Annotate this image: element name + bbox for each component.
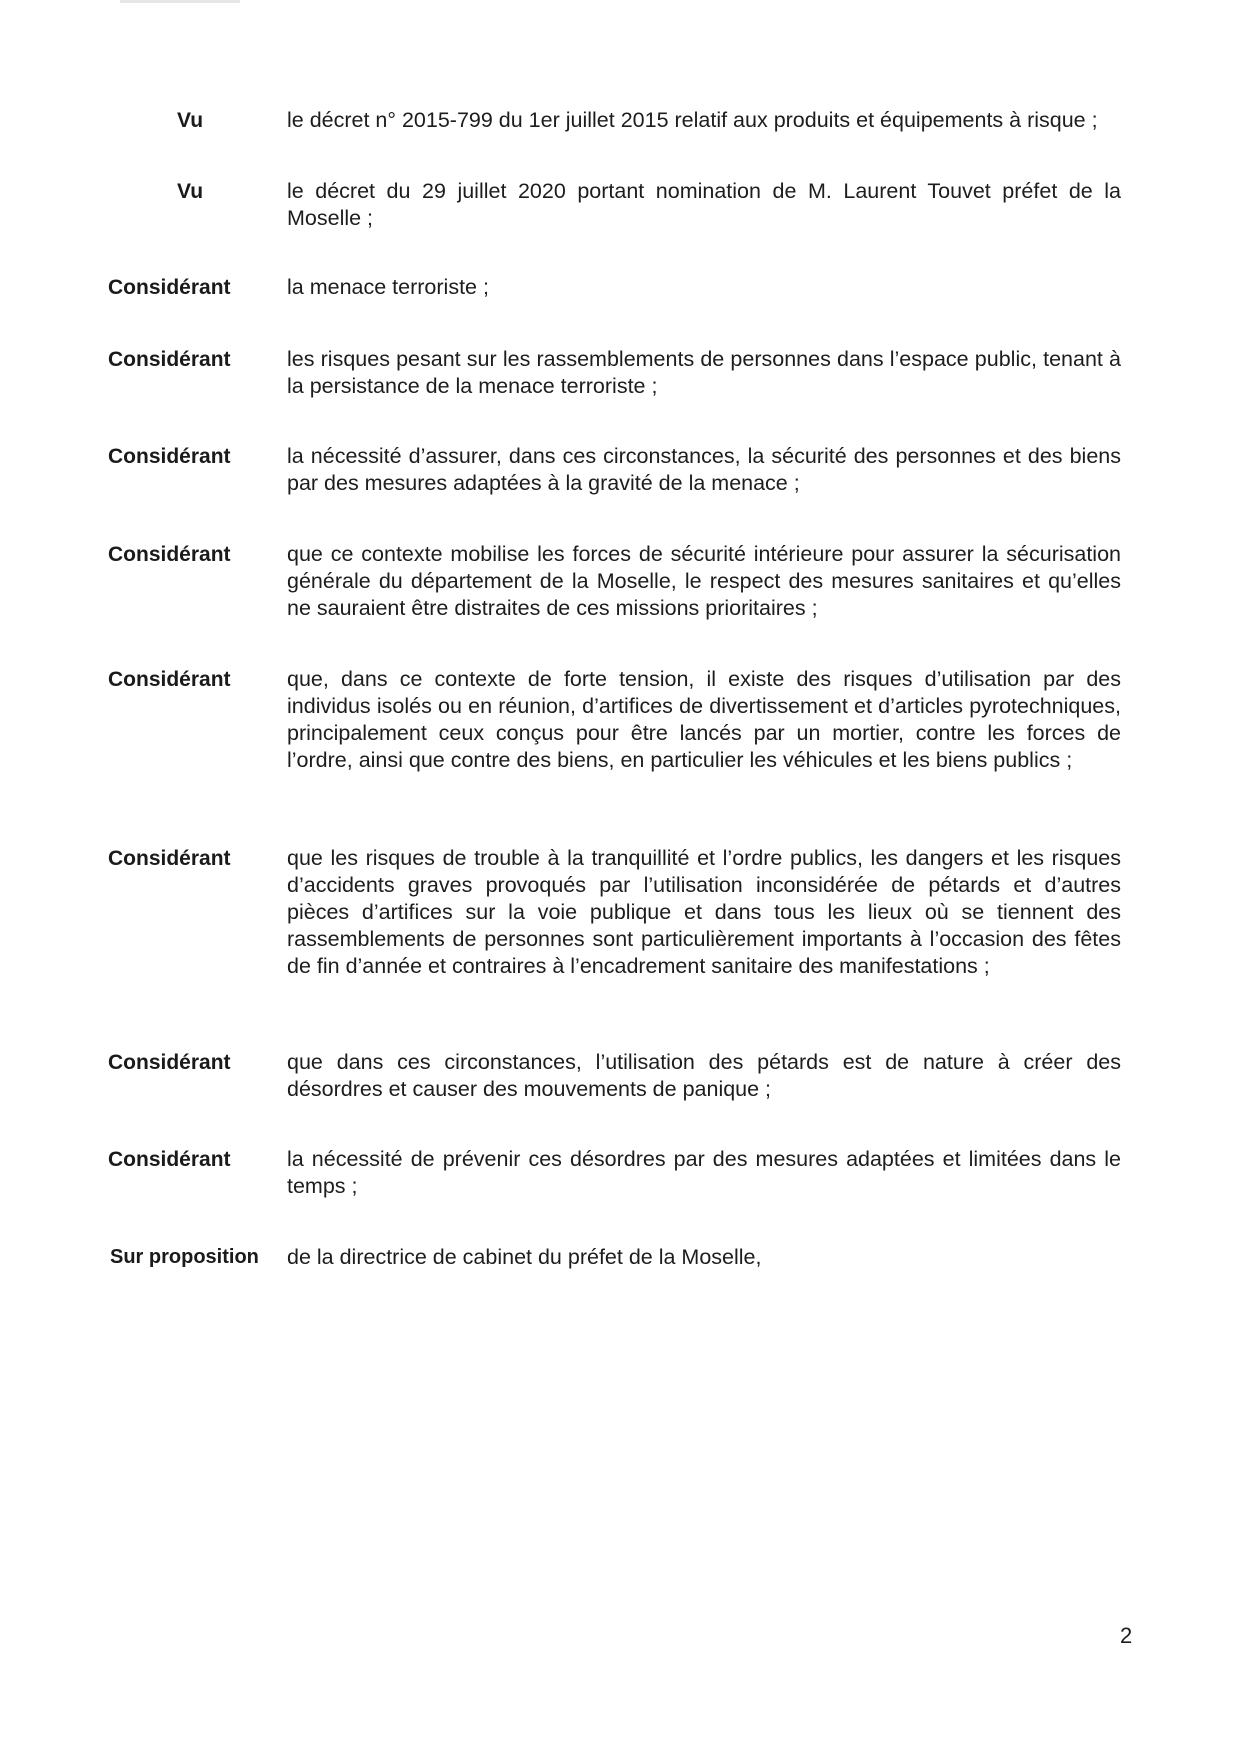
entry-label: Considérant [108, 668, 231, 691]
entry-label: Considérant [108, 847, 231, 870]
entry-label: Vu [177, 109, 204, 132]
entry-text: que dans ces circonstances, l’utilisation des pétards est de nature à créer des désordres et causer des mouvements de panique ; [287, 1050, 1121, 1101]
entry-label: Considérant [108, 276, 231, 299]
entry-text: de la directrice de cabinet du préfet de la Moselle, [287, 1245, 762, 1269]
entry-label: Considérant [108, 1051, 231, 1074]
entry-label: Considérant [108, 1148, 231, 1171]
entry-text: que, dans ce contexte de forte tension, il existe des risques d’utilisation par des individus isolés ou en réunion, d’artifices de divertissement et d’articles pyrotechniques, principalement ceux conçus pour être lancés par un mortier, contre les forces de l’ordre, ainsi que contre des biens, en particulier les véhicules et les biens publics ; [287, 667, 1121, 772]
entry-text: la nécessité d’assurer, dans ces circonstances, la sécurité des personnes et des biens par des mesures adaptées à la gravité de la menace ; [287, 444, 1121, 495]
entry-label: Vu [177, 180, 204, 203]
entry-text: le décret n° 2015-799 du 1er juillet 2015 relatif aux produits et équipements à risque ; [287, 108, 1098, 132]
entry-label: Sur proposition [110, 1246, 259, 1268]
entry-text: le décret du 29 juillet 2020 portant nomination de M. Laurent Touvet préfet de la Moselle ; [287, 179, 1121, 230]
entry-text: que ce contexte mobilise les forces de sécurité intérieure pour assurer la sécurisation générale du département de la Moselle, le respect des mesures sanitaires et qu’elles ne sauraient être distraites de ces missions prioritaires ; [287, 542, 1121, 620]
entry-text: que les risques de trouble à la tranquillité et l’ordre publics, les dangers et les risques d’accidents graves provoqués par l’utilisation inconsidérée de pétards et d’autres pièces d’artifices sur la voie publique et dans tous les lieux où se tiennent des rassemblements de personnes sont particulièrement importants à l’occasion des fêtes de fin d’année et contraires à l’encadrement sanitaire des manifestations ; [287, 846, 1121, 978]
entry-text: la menace terroriste ; [287, 275, 489, 299]
entry-text: la nécessité de prévenir ces désordres par des mesures adaptées et limitées dans le temps ; [287, 1147, 1121, 1198]
entry-label: Considérant [108, 445, 231, 468]
entry-label: Considérant [108, 543, 231, 566]
entry-label: Considérant [108, 348, 231, 371]
page-number: 2 [1120, 1623, 1133, 1648]
scan-edge-mark [120, 0, 240, 3]
entry-text: les risques pesant sur les rassemblements de personnes dans l’espace public, tenant à la persistance de la menace terroriste ; [287, 347, 1121, 398]
